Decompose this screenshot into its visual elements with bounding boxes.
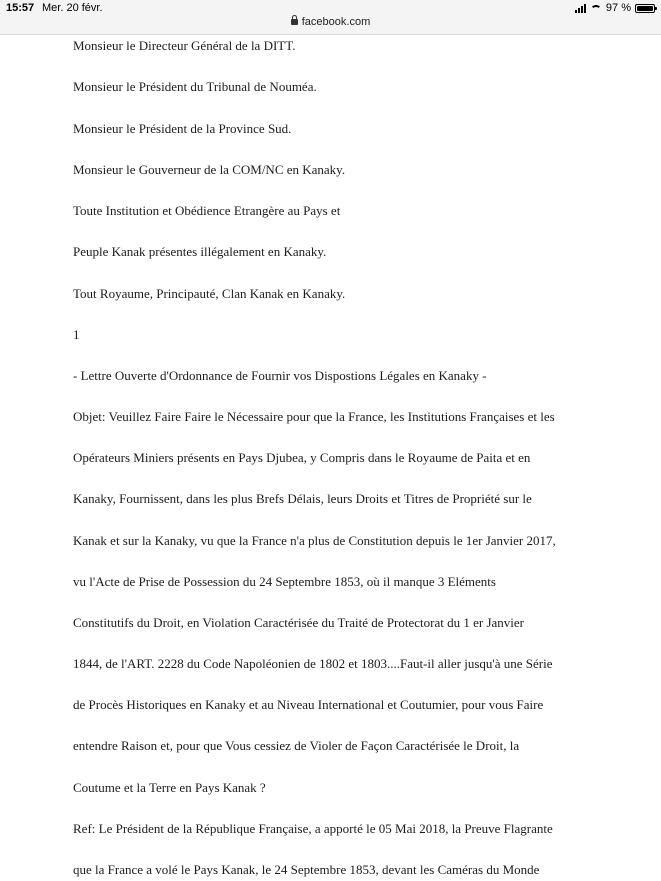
address-url: facebook.com	[301, 16, 371, 28]
doc-line: Kanaky, Fournissent, dans les plus Brefs Délais, leurs Droits et Titres de Propriété sur le	[73, 491, 532, 506]
address-bar[interactable]	[0, 16, 661, 28]
battery-percentage: 97 %	[605, 2, 631, 14]
doc-line: que la France a volé le Pays Kanak, le 24 Septembre 1853, devant les Caméras du Monde	[73, 862, 540, 877]
battery-icon	[635, 4, 655, 13]
doc-line: entendre Raison et, pour que Vous cessiez de Violer de Façon Caractérisée le Droit, la	[73, 738, 520, 753]
doc-line: vu l'Acte de Prise de Possession du 24 Septembre 1853, où il manque 3 Eléments	[73, 574, 496, 589]
letter-title: - Lettre Ouverte d'Ordonnance de Fournir vos Dispostions Légales en Kanaky -	[73, 368, 487, 383]
page-number: 1	[73, 327, 80, 342]
doc-line: Toute Institution et Obédience Etrangère au Pays et	[73, 203, 341, 218]
doc-line: Ref: Le Président de la République Française, a apporté le 05 Mai 2018, la Preuve Flagrante	[73, 821, 553, 836]
doc-line: Objet: Veuillez Faire Faire le Nécessaire pour que la France, les Institutions Françaises et les	[73, 409, 555, 424]
doc-line: Coutume et la Terre en Pays Kanak ?	[73, 780, 266, 795]
wifi-icon	[590, 4, 602, 13]
doc-line: 1844, de l'ART. 2228 du Code Napoléonien de 1802 et 1803....Faut-il aller jusqu'à une Série	[73, 656, 553, 671]
doc-line: Constitutifs du Droit, en Violation Caractérisée du Traité de Protectorat du 1 er Janvier	[73, 615, 524, 630]
doc-line: Peuple Kanak présentes illégalement en Kanaky.	[73, 244, 327, 259]
status-date: Mer. 20 févr.	[42, 2, 103, 14]
doc-line: Opérateurs Miniers présents en Pays Djubea, y Compris dans le Royaume de Paita et en	[73, 450, 531, 465]
status-time: 15:57	[6, 2, 35, 14]
doc-line: Monsieur le Directeur Général de la DITT.	[73, 38, 296, 53]
doc-line: Monsieur le Président du Tribunal de Nouméa.	[73, 79, 317, 94]
ios-status-bar	[0, 0, 661, 35]
cellular-signal-icon	[575, 4, 586, 13]
doc-line: de Procès Historiques en Kanaky et au Niveau International et Coutumier, pour vous Faire	[73, 697, 544, 712]
doc-line: Kanak et sur la Kanaky, vu que la France n'a plus de Constitution depuis le 1er Janvier 2017,	[73, 533, 556, 548]
lock-icon	[291, 19, 298, 25]
doc-line: Monsieur le Président de la Province Sud.	[73, 121, 292, 136]
doc-line: Tout Royaume, Principauté, Clan Kanak en Kanaky.	[73, 286, 346, 301]
doc-line: Monsieur le Gouverneur de la COM/NC en Kanaky.	[73, 162, 346, 177]
status-indicators	[575, 2, 655, 14]
